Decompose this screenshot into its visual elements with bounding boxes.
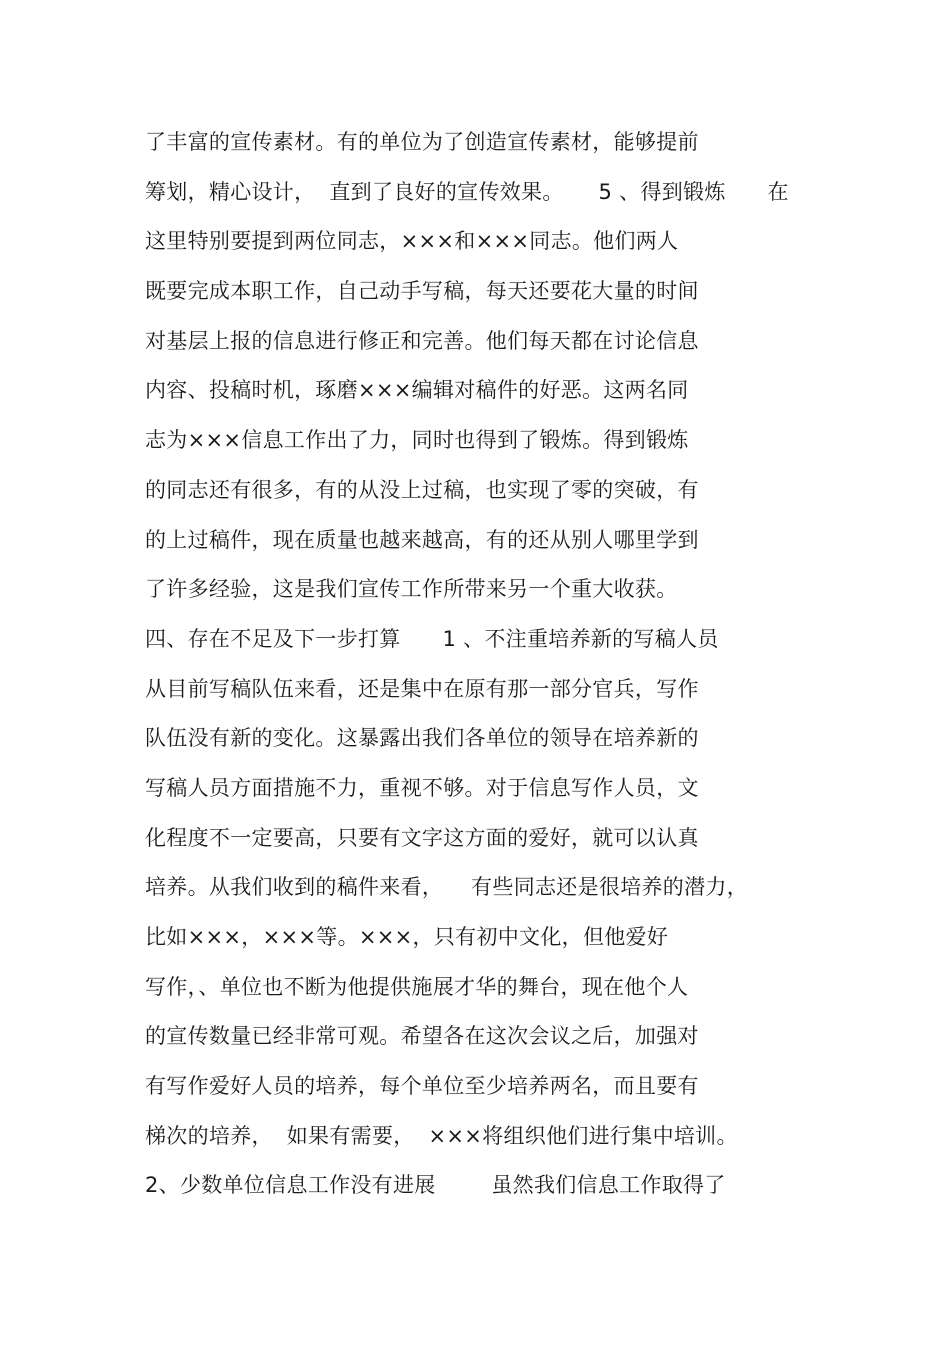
section-heading-line: 四、存在不足及下一步打算 1 、不注重培养新的写稿人员	[145, 626, 719, 651]
text-line-10: 了许多经验，这是我们宣传工作所带来另一个重大收获。	[145, 577, 678, 602]
text-line-5: 对基层上报的信息进行修正和完善。他们每天都在讨论信息	[145, 328, 699, 353]
text-line-17: 比如×××，×××等。×××，只有初中文化，但他爱好	[145, 925, 669, 949]
text-line-21: 梯次的培养， 如果有需要， ×××将组织他们进行集中培训。	[145, 1123, 738, 1148]
text-line-1: 了丰富的宣传素材。有的单位为了创造宣传素材，能够提前	[145, 130, 699, 154]
text-line-9: 的上过稿件，现在质量也越来越高，有的还从别人哪里学到	[145, 527, 699, 552]
text-line-14: 写稿人员方面措施不力，重视不够。对于信息写作人员，文	[145, 775, 699, 800]
body-text	[145, 118, 845, 1211]
text-line-15: 化程度不一定要高，只要有文字这方面的爱好，就可以认真	[145, 825, 699, 850]
text-line-20: 有写作爱好人员的培养，每个单位至少培养两名，而且要有	[145, 1074, 699, 1099]
text-line-7: 志为×××信息工作出了力，同时也得到了锻炼。得到锻炼	[145, 428, 689, 453]
text-line-6: 内容、投稿时机，琢磨×××编辑对稿件的好恶。这两名同	[145, 378, 689, 403]
text-line-16: 培养。从我们收到的稿件来看， 有些同志还是很培养的潜力，	[145, 875, 748, 900]
text-line-19: 的宣传数量已经非常可观。希望各在这次会议之后，加强对	[145, 1024, 699, 1049]
text-line-3: 这里特别要提到两位同志，×××和×××同志。他们两人	[145, 229, 679, 254]
text-line-18: 写作，、单位也不断为他提供施展才华的舞台，现在他个人	[145, 974, 689, 999]
text-line-8: 的同志还有很多，有的从没上过稿，也实现了零的突破，有	[145, 477, 699, 502]
text-line-2: 筹划，精心设计， 直到了良好的宣传效果。 5 、得到锻炼 在	[145, 179, 789, 204]
text-line-12: 从目前写稿队伍来看，还是集中在原有那一部分官兵，写作	[145, 676, 699, 701]
text-line-13: 队伍没有新的变化。这暴露出我们各单位的领导在培养新的	[145, 726, 699, 751]
text-line-22: 2、少数单位信息工作没有进展 虽然我们信息工作取得了	[145, 1173, 726, 1198]
text-line-4: 既要完成本职工作，自己动手写稿，每天还要花大量的时间	[145, 279, 699, 304]
